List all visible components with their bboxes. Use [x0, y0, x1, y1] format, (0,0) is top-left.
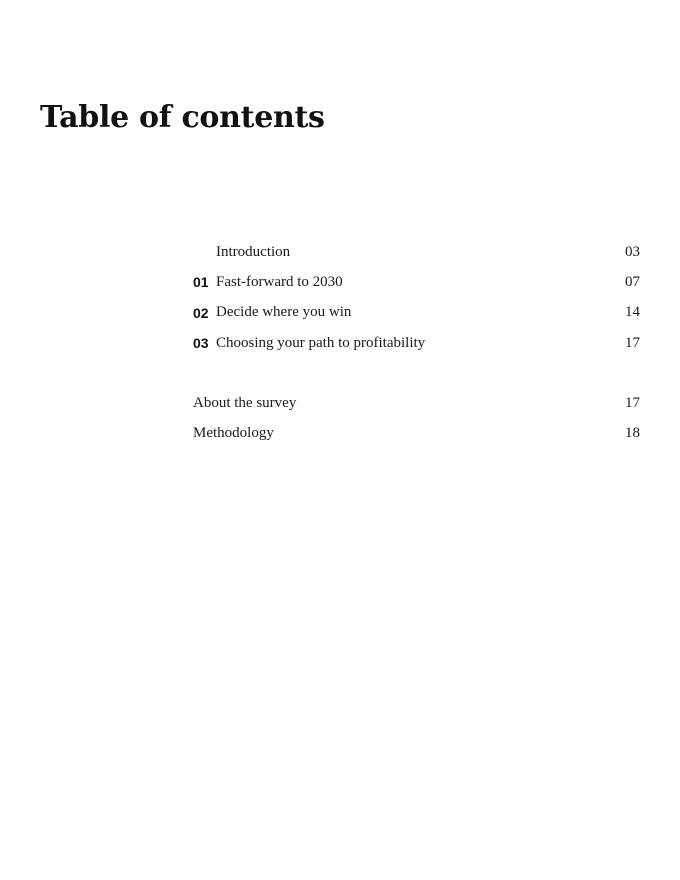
toc-entry-page: 17	[625, 334, 640, 351]
toc-entry-page: 03	[625, 243, 640, 260]
toc-entry-label: Choosing your path to profitability	[216, 334, 426, 351]
toc-entry-page: 17	[625, 394, 640, 411]
toc-entry-page: 14	[625, 304, 640, 321]
toc-entry-methodology[interactable]	[193, 418, 640, 448]
toc-entry-fast-forward[interactable]	[193, 267, 640, 297]
toc-entry-decide-where-you-win[interactable]	[193, 298, 640, 328]
toc-entry-number: 01	[193, 274, 209, 291]
toc-entry-label: Decide where you win	[216, 304, 352, 321]
toc-entry-choosing-your-path[interactable]	[193, 328, 640, 358]
toc-entry-label: Methodology	[193, 425, 274, 442]
toc-spacer	[193, 358, 640, 388]
page-title: Table of contents	[40, 100, 325, 135]
toc-entry-page: 07	[625, 273, 640, 290]
toc-entry-label: Fast-forward to 2030	[216, 273, 343, 290]
toc-entry-page: 18	[625, 425, 640, 442]
toc-entry-about-the-survey[interactable]	[193, 388, 640, 418]
toc-entry-label: Introduction	[216, 243, 291, 260]
toc-entry-label: About the survey	[193, 394, 297, 411]
toc-entry-introduction[interactable]	[193, 237, 640, 267]
table-of-contents	[193, 237, 640, 449]
toc-entry-number: 03	[193, 335, 209, 352]
toc-entry-number: 02	[193, 304, 209, 321]
